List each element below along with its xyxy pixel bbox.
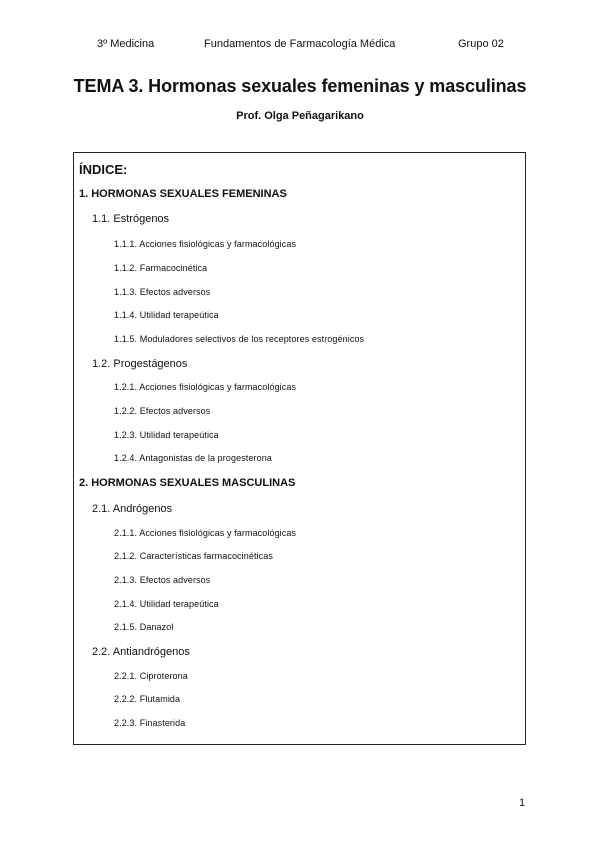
toc-item-1-2-3: 1.2.3. Utilidad terapeútica: [114, 430, 219, 440]
toc-item-2-2-2: 2.2.2. Flutamida: [114, 694, 181, 704]
toc-item-1-1-1: 1.1.1. Acciones fisiológicas y farmacológicas: [114, 239, 297, 249]
toc-item-1-2-1: 1.2.1. Acciones fisiológicas y farmacológicas: [114, 382, 297, 392]
toc-item-1-1-2: 1.1.2. Farmacocinética: [114, 263, 208, 273]
toc-item-2-1-5: 2.1.5. Danazol: [114, 622, 174, 632]
toc-heading: ÍNDICE:: [79, 162, 128, 177]
page-number: 1: [519, 797, 526, 809]
toc-item-1-2-2: 1.2.2. Efectos adversos: [114, 406, 211, 416]
toc-section-2: 2. HORMONAS SEXUALES MASCULINAS: [79, 477, 296, 489]
document-author: Prof. Olga Peñagarikano: [236, 110, 364, 122]
toc-subsection-1-1: 1.1. Estrógenos: [92, 213, 170, 225]
toc-subsection-2-2: 2.2. Antiandrógenos: [92, 646, 190, 658]
page-header: [0, 38, 600, 52]
toc-subsection-1-2: 1.2. Progestágenos: [92, 358, 188, 370]
toc-item-2-1-2: 2.1.2. Características farmacocinéticas: [114, 551, 273, 561]
document-title: TEMA 3. Hormonas sexuales femeninas y masculinas: [73, 76, 527, 96]
toc-item-2-1-3: 2.1.3. Efectos adversos: [114, 575, 211, 585]
toc-item-1-1-5: 1.1.5. Moduladores selectivos de los receptores estrogénicos: [114, 334, 365, 344]
toc-item-2-2-3: 2.2.3. Finasterida: [114, 718, 186, 728]
toc-subsection-2-1: 2.1. Andrógenos: [92, 503, 173, 515]
header-group: Grupo 02: [458, 38, 504, 50]
toc-item-2-1-1: 2.1.1. Acciones fisiológicas y farmacológicas: [114, 528, 297, 538]
header-subject: Fundamentos de Farmacología Médica: [204, 38, 396, 50]
toc-item-2-2-1: 2.2.1. Ciproterona: [114, 671, 188, 681]
toc-item-1-1-4: 1.1.4. Utilidad terapeútica: [114, 310, 219, 320]
toc-item-2-1-4: 2.1.4. Utilidad terapeútica: [114, 599, 219, 609]
toc-item-1-1-3: 1.1.3. Efectos adversos: [114, 287, 211, 297]
table-of-contents: [73, 152, 526, 745]
header-course: 3º Medicina: [97, 38, 155, 50]
toc-item-1-2-4: 1.2.4. Antagonistas de la progesterona: [114, 453, 272, 463]
toc-section-1: 1. HORMONAS SEXUALES FEMENINAS: [79, 188, 287, 200]
